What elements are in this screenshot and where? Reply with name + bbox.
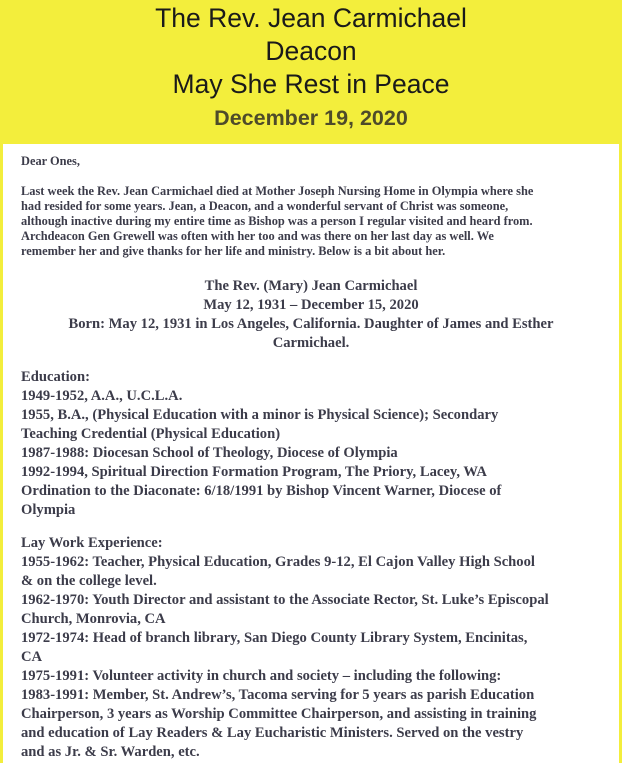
- intro-line: remember her and give thanks for her life and ministry. Below is a bit about her.: [21, 244, 446, 258]
- memorial-header: [0, 0, 622, 142]
- lay-work-line: 1955-1962: Teacher, Physical Education, Grades 9-12, El Cajon Valley High School: [21, 554, 535, 570]
- lay-work-line: 1975-1991: Volunteer activity in church and society – including the following:: [21, 668, 502, 684]
- header-name: The Rev. Jean Carmichael: [155, 3, 467, 33]
- education-section: [21, 368, 613, 520]
- education-line: Teaching Credential (Physical Education): [21, 426, 281, 442]
- intro-paragraph: [21, 184, 613, 259]
- intro-line: Archdeacon Gen Grewell was often with her too and was there on her last day as well. We: [21, 229, 494, 243]
- lay-work-line: Church, Monrovia, CA: [21, 611, 166, 627]
- bio-dates: May 12, 1931 – December 15, 2020: [203, 297, 419, 313]
- lay-work-line: CA: [21, 649, 43, 665]
- lay-work-heading: Lay Work Experience:: [21, 535, 163, 551]
- born-paragraph: [3, 315, 619, 353]
- lay-work-line: 1962-1970: Youth Director and assistant to the Associate Rector, St. Luke’s Episcopal: [21, 592, 549, 608]
- born-line: Carmichael.: [272, 335, 350, 351]
- intro-line: although inactive during my entire time as Bishop was a person I regular visited and heard from.: [21, 214, 533, 228]
- letter-body: [3, 144, 619, 763]
- greeting: Dear Ones,: [21, 154, 80, 168]
- education-line: 1949-1952, A.A., U.C.L.A.: [21, 388, 183, 404]
- header-date: December 19, 2020: [214, 106, 408, 130]
- lay-work-line: and as Jr. & Sr. Warden, etc.: [21, 744, 200, 760]
- intro-line: had resided for some years. Jean, a Deacon, and a wonderful servant of Christ was someone,: [21, 199, 509, 213]
- lay-work-line: 1983-1991: Member, St. Andrew’s, Tacoma serving for 5 years as parish Education: [21, 687, 535, 703]
- education-heading: Education:: [21, 369, 90, 385]
- lay-work-line: & on the college level.: [21, 573, 157, 589]
- header-title: Deacon: [265, 36, 357, 66]
- education-line: Ordination to the Diaconate: 6/18/1991 by Bishop Vincent Warner, Diocese of: [21, 483, 502, 499]
- bio-name: The Rev. (Mary) Jean Carmichael: [204, 278, 418, 294]
- education-line: 1955, B.A., (Physical Education with a minor is Physical Science); Secondary: [21, 407, 499, 423]
- lay-work-line: 1972-1974: Head of branch library, San Diego County Library System, Encinitas,: [21, 630, 528, 646]
- header-rest-in-peace: May She Rest in Peace: [172, 69, 450, 99]
- born-line: Born: May 12, 1931 in Los Angeles, California. Daughter of James and Esther: [68, 316, 554, 332]
- education-line: 1992-1994, Spiritual Direction Formation Program, The Priory, Lacey, WA: [21, 464, 487, 480]
- education-line: Olympia: [21, 502, 76, 518]
- lay-work-section: [21, 534, 613, 762]
- education-line: 1987-1988: Diocesan School of Theology, Diocese of Olympia: [21, 445, 398, 461]
- intro-line: Last week the Rev. Jean Carmichael died at Mother Joseph Nursing Home in Olympia where she: [21, 184, 534, 198]
- lay-work-line: Chairperson, 3 years as Worship Committee Chairperson, and assisting in training: [21, 706, 537, 722]
- lay-work-line: and education of Lay Readers & Lay Eucharistic Ministers. Served on the vestry: [21, 725, 524, 741]
